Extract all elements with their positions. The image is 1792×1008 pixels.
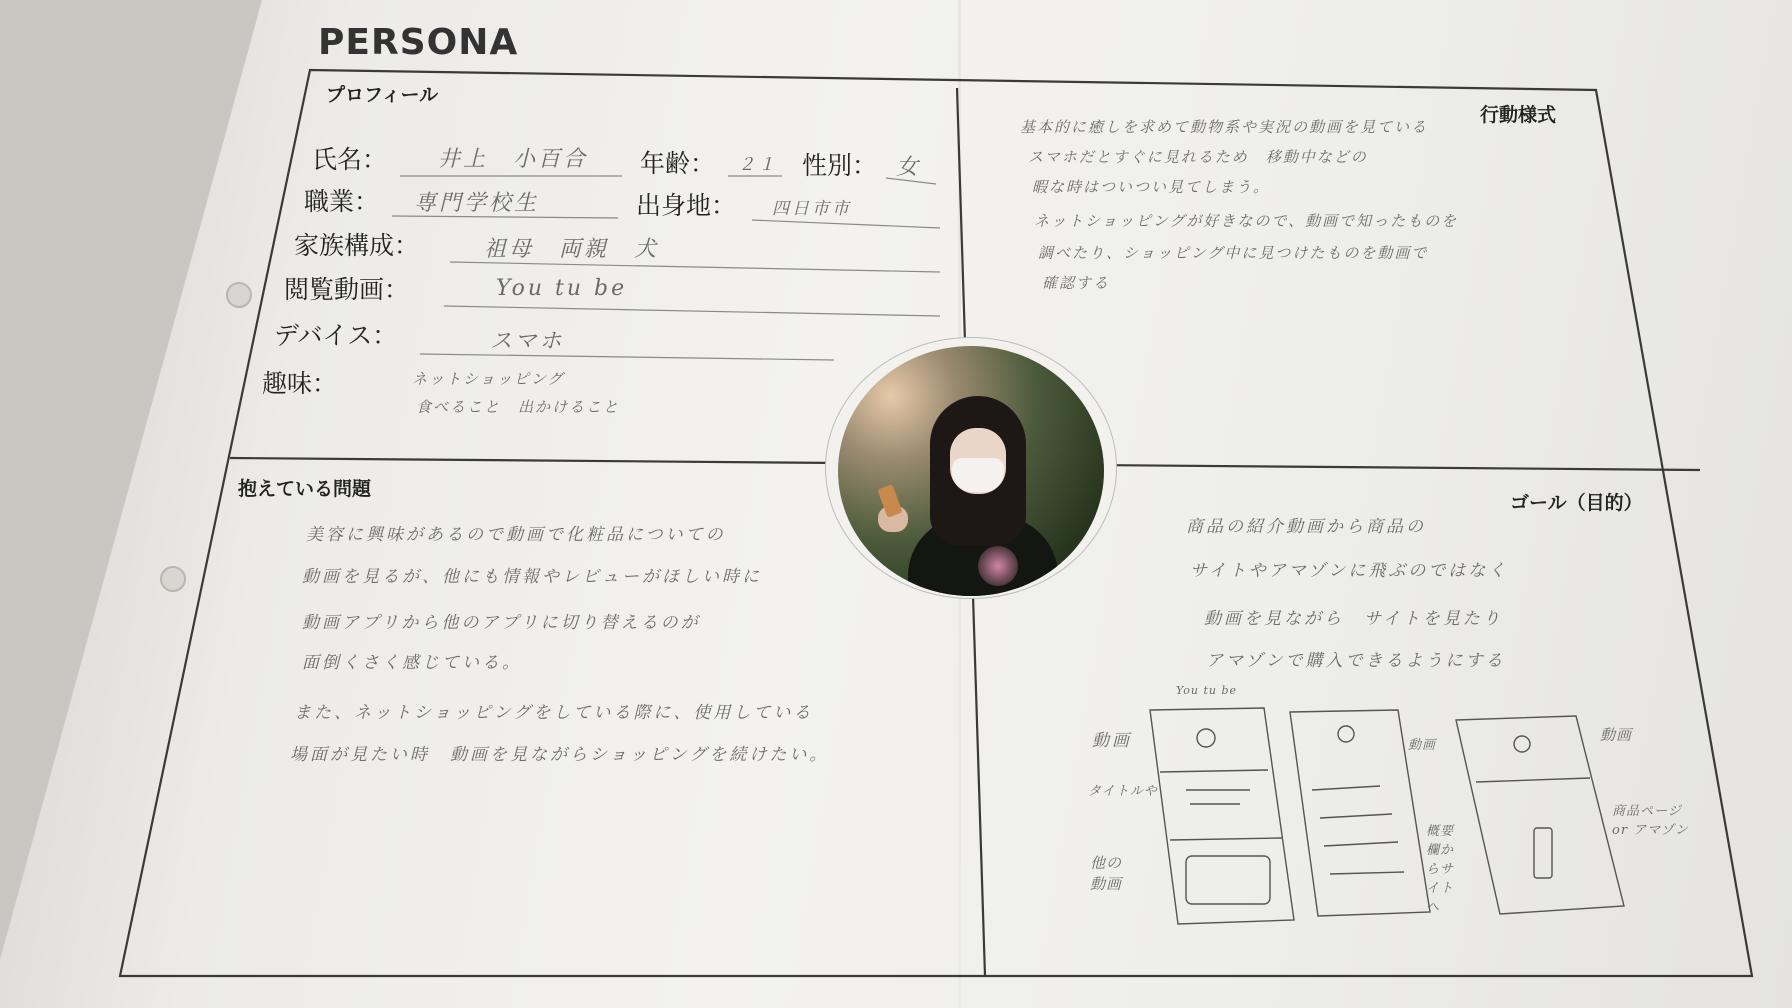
problems-section-label: 抱えている問題 [238, 478, 372, 500]
name-label: 氏名： [312, 145, 388, 174]
age-label: 年齢： [640, 149, 716, 178]
sketch-title-label: タイトルや [1088, 784, 1158, 799]
sketch-other-videos-label: 他の動画 [1090, 854, 1123, 893]
sketch-video-label-right: 動画 [1600, 726, 1633, 744]
video-label: 閲覧動画： [284, 275, 410, 304]
job-value: 専門学校生 [414, 191, 540, 216]
job-label: 職業： [304, 187, 380, 216]
sketch-product-page-label: 商品ページ or アマゾン [1612, 804, 1689, 838]
device-value: スマホ [490, 329, 565, 354]
behavior-line-6: 確認する [1042, 274, 1111, 292]
behavior-line-2: スマホだとすぐに見れるため 移動中などの [1028, 148, 1368, 166]
video-value: You tu be [496, 276, 628, 301]
name-value: 井上 小百合 [438, 147, 589, 172]
profile-section-label: プロフィール [326, 84, 439, 106]
sketch-video-label-mid: 動画 [1408, 738, 1437, 753]
goal-line-4: アマゾンで購入できるようにする [1206, 651, 1506, 671]
hobby-label: 趣味： [262, 369, 338, 398]
device-label: デバイス： [274, 321, 398, 350]
gender-label: 性別： [802, 151, 878, 180]
sketch-youtube-label: You tu be [1176, 684, 1238, 697]
phone-sketch-1 [1150, 708, 1294, 924]
behavior-line-5: 調べたり、ショッピング中に見つけたものを動画で [1038, 244, 1429, 262]
problems-line-1: 美容に興味があるので動画で化粧品についての [306, 525, 726, 545]
behavior-section-label: 行動様式 [1480, 104, 1557, 126]
problems-line-3: 動画アプリから他のアプリに切り替えるのが [302, 613, 701, 633]
birthplace-label: 出身地： [636, 191, 737, 220]
problems-line-2: 動画を見るが、他にも情報やレビューがほしい時に [302, 567, 762, 587]
problems-line-6: 場面が見たい時 動画を見ながらショッピングを続けたい。 [290, 745, 830, 765]
phone-sketch-3 [1456, 716, 1624, 914]
behavior-line-3: 暇な時はついつい見てしまう。 [1032, 178, 1271, 196]
persona-photo [838, 346, 1104, 596]
problems-line-4: 面倒くさく感じている。 [302, 653, 522, 673]
hobby-line-2: 食べること 出かけること [416, 398, 621, 416]
family-value: 祖母 両親 犬 [484, 237, 660, 262]
sketch-video-label-left: 動画 [1092, 731, 1132, 751]
goal-section-label: ゴール（目的） [1510, 492, 1643, 514]
problems-line-5: また、ネットショッピングをしている際に、使用している [294, 703, 814, 723]
goal-line-3: 動画を見ながら サイトを見たり [1204, 609, 1503, 629]
birthplace-value: 四日市市 [772, 199, 852, 219]
person-icon-3 [1514, 736, 1530, 752]
gender-value: 女 [896, 155, 922, 180]
person-icon-1 [1197, 729, 1215, 747]
goal-line-2: サイトやアマゾンに飛ぶのではなく [1190, 561, 1509, 581]
behavior-line-4: ネットショッピングが好きなので、動画で知ったものを [1034, 212, 1459, 230]
person-icon-2 [1338, 726, 1354, 742]
family-label: 家族構成： [294, 231, 420, 260]
goal-line-1: 商品の紹介動画から商品の [1186, 517, 1426, 537]
sketch-overview-label: 概要欄からサイトへ [1426, 824, 1455, 915]
age-value: ２１ [738, 155, 778, 175]
page-title: PERSONA [318, 22, 519, 63]
hobby-line-1: ネットショッピング [412, 370, 565, 388]
behavior-line-1: 基本的に癒しを求めて動物系や実況の動画を見ている [1020, 118, 1429, 136]
